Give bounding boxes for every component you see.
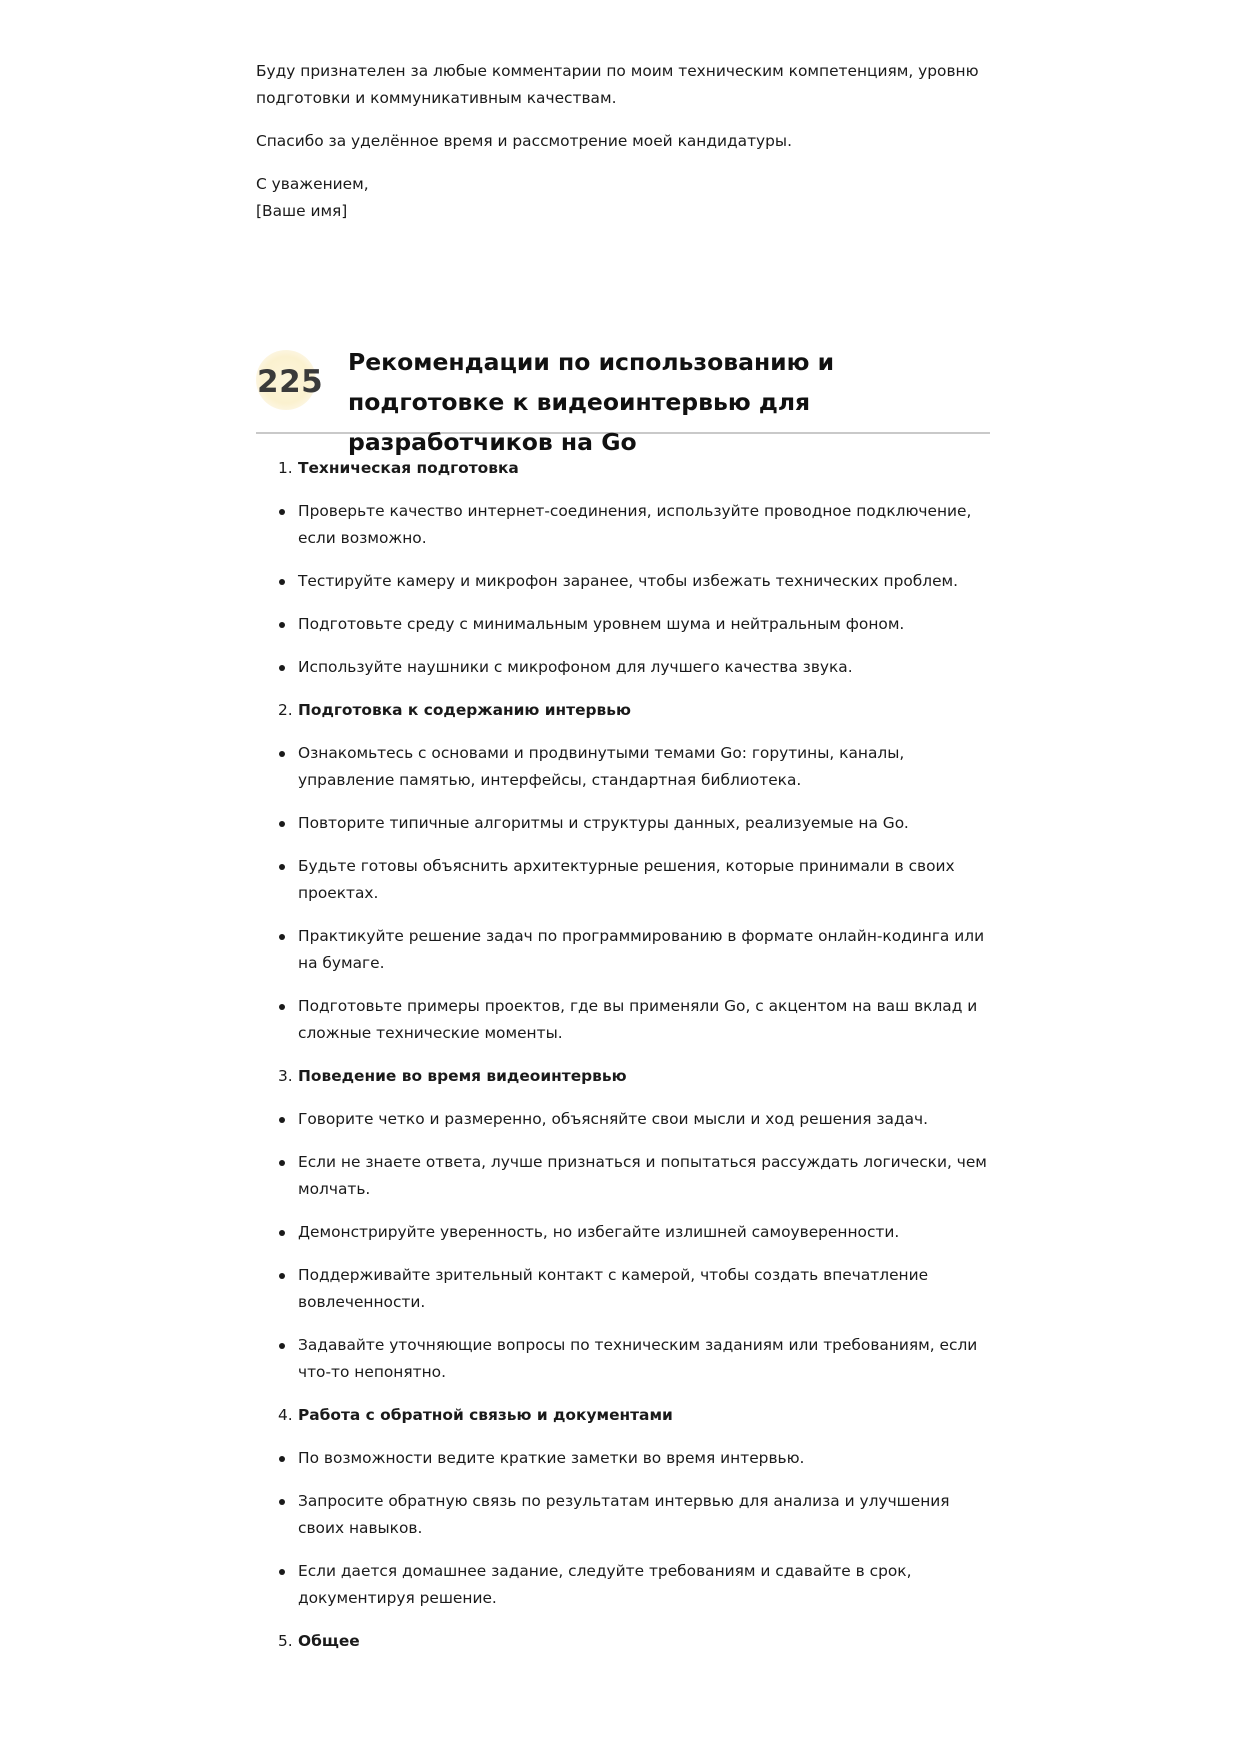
- bullet-icon: [279, 1343, 285, 1349]
- section-header: [256, 342, 990, 456]
- list-item-text: Ознакомьтесь с основами и продвинутыми темами Go: горутины, каналы, управление памятью, интерфейсы, стандартная библиотека.: [298, 744, 905, 789]
- step-heading: [256, 697, 990, 724]
- list-item: [256, 498, 990, 552]
- thanks-paragraph: Спасибо за уделённое время и рассмотрение моей кандидатуры.: [256, 132, 792, 150]
- list-item: [256, 923, 990, 977]
- bullet-icon: [279, 1456, 285, 1462]
- list-item: [256, 1106, 990, 1133]
- list-item-text: Подготовьте среду с минимальным уровнем шума и нейтральным фоном.: [298, 615, 905, 633]
- list-item: [256, 853, 990, 907]
- step-heading: [256, 1063, 990, 1090]
- list-item: [256, 654, 990, 681]
- bullet-icon: [279, 1117, 285, 1123]
- step-number: 1.: [278, 459, 293, 477]
- list-item: [256, 568, 990, 595]
- list-item-text: Задавайте уточняющие вопросы по техническим заданиям или требованиям, если что-то непонятно.: [298, 1336, 978, 1381]
- bullet-icon: [279, 1499, 285, 1505]
- step-title: Работа с обратной связью и документами: [298, 1406, 673, 1424]
- list-item-text: Практикуйте решение задач по программированию в формате онлайн-кодинга или на бумаге.: [298, 927, 985, 972]
- recommendations-list: [256, 455, 990, 1671]
- step-title: Подготовка к содержанию интервью: [298, 701, 631, 719]
- bullet-icon: [279, 1273, 285, 1279]
- list-item-text: Запросите обратную связь по результатам интервью для анализа и улучшения своих навыков.: [298, 1492, 950, 1537]
- list-item-text: Повторите типичные алгоритмы и структуры данных, реализуемые на Go.: [298, 814, 909, 832]
- list-item-text: Демонстрируйте уверенность, но избегайте излишней самоуверенности.: [298, 1223, 900, 1241]
- bullet-icon: [279, 751, 285, 757]
- bullet-icon: [279, 665, 285, 671]
- list-item-text: Тестируйте камеру и микрофон заранее, чтобы избежать технических проблем.: [298, 572, 959, 590]
- section-title: Рекомендации по использованию и подготовке к видеоинтервью для разработчиков на Go: [348, 348, 835, 456]
- list-item: [256, 1558, 990, 1612]
- list-item: [256, 1219, 990, 1246]
- step-heading: [256, 1402, 990, 1429]
- list-item: [256, 1149, 990, 1203]
- letter-closing: [256, 58, 990, 225]
- step-heading: [256, 1628, 990, 1655]
- bullet-icon: [279, 1160, 285, 1166]
- bullet-icon: [279, 579, 285, 585]
- list-item-text: Проверьте качество интернет-соединения, используйте проводное подключение, если возможно.: [298, 502, 972, 547]
- bullet-icon: [279, 1569, 285, 1575]
- list-item: [256, 1445, 990, 1472]
- list-item-text: Если дается домашнее задание, следуйте требованиям и сдавайте в срок, документируя решение.: [298, 1562, 912, 1607]
- list-item: [256, 810, 990, 837]
- step-heading: [256, 455, 990, 482]
- step-number: 3.: [278, 1067, 293, 1085]
- bullet-icon: [279, 864, 285, 870]
- step-title: Общее: [298, 1632, 360, 1650]
- list-item: [256, 611, 990, 638]
- list-item-text: Будьте готовы объяснить архитектурные решения, которые принимали в своих проектах.: [298, 857, 955, 902]
- step-number: 2.: [278, 701, 293, 719]
- list-item-text: Если не знаете ответа, лучше признаться и попытаться рассуждать логически, чем молчать.: [298, 1153, 987, 1198]
- list-item-text: Подготовьте примеры проектов, где вы применяли Go, с акцентом на ваш вклад и сложные технические моменты.: [298, 997, 978, 1042]
- bullet-icon: [279, 509, 285, 515]
- list-item-text: Говорите четко и размеренно, объясняйте свои мысли и ход решения задач.: [298, 1110, 929, 1128]
- list-item-text: Используйте наушники с микрофоном для лучшего качества звука.: [298, 658, 853, 676]
- step-title: Поведение во время видеоинтервью: [298, 1067, 627, 1085]
- list-item: [256, 993, 990, 1047]
- list-item: [256, 1332, 990, 1386]
- bullet-icon: [279, 821, 285, 827]
- section-number: 225: [257, 364, 324, 400]
- bullet-icon: [279, 622, 285, 628]
- feedback-request-paragraph: Буду признателен за любые комментарии по моим техническим компетенциям, уровню подготовки и коммуникативным качествам.: [256, 62, 979, 107]
- bullet-icon: [279, 934, 285, 940]
- list-item: [256, 1488, 990, 1542]
- regards-line: С уважением,: [256, 175, 369, 193]
- bullet-icon: [279, 1230, 285, 1236]
- list-item: [256, 1262, 990, 1316]
- signature-line: [Ваше имя]: [256, 202, 348, 220]
- step-number: 4.: [278, 1406, 293, 1424]
- list-item-text: Поддерживайте зрительный контакт с камерой, чтобы создать впечатление вовлеченности.: [298, 1266, 929, 1311]
- bullet-icon: [279, 1004, 285, 1010]
- list-item: [256, 740, 990, 794]
- step-title: Техническая подготовка: [298, 459, 519, 477]
- list-item-text: По возможности ведите краткие заметки во время интервью.: [298, 1449, 805, 1467]
- step-number: 5.: [278, 1632, 293, 1650]
